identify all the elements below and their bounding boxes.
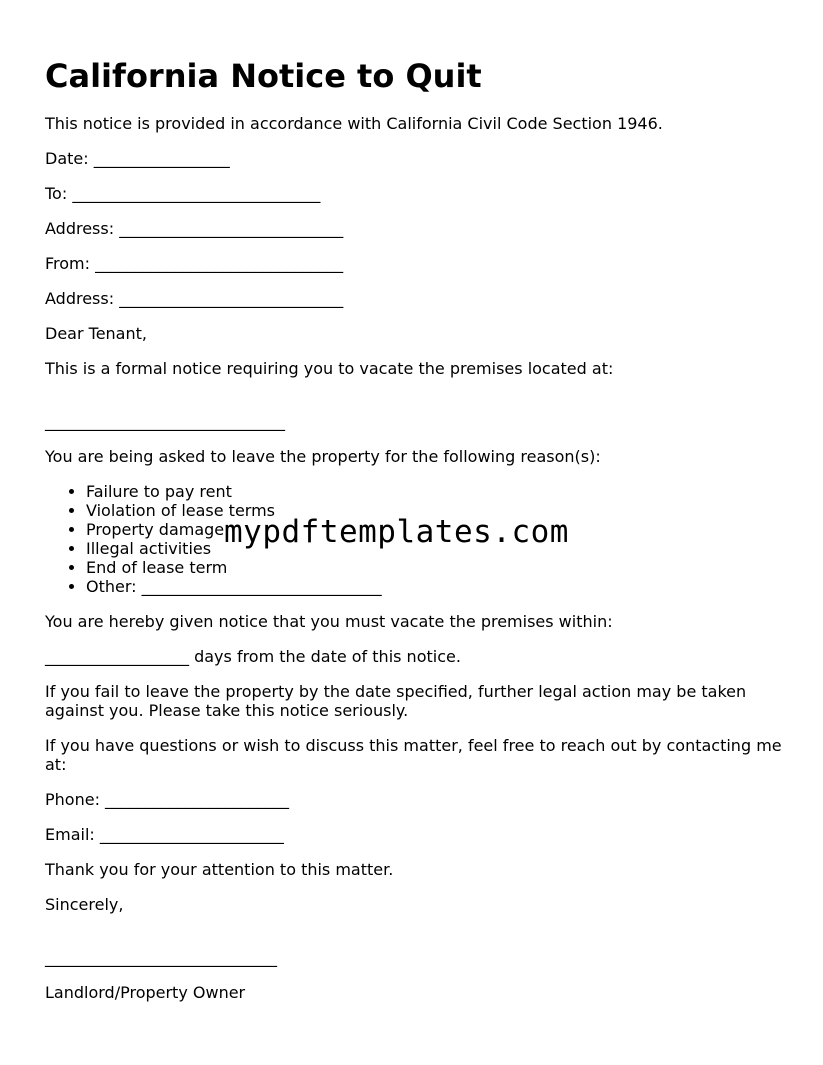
closing-text: Sincerely, bbox=[45, 895, 124, 914]
page-title: California Notice to Quit bbox=[45, 57, 482, 95]
list-item: • End of lease term bbox=[86, 558, 785, 577]
list-item: • Failure to pay rent bbox=[86, 482, 785, 501]
email-field: Email: _______________________ bbox=[45, 825, 284, 844]
to-field: To: _______________________________ bbox=[45, 184, 321, 203]
salutation: Dear Tenant, bbox=[45, 324, 147, 343]
phone-field: Phone: _______________________ bbox=[45, 790, 290, 809]
legal-warning: If you fail to leave the property by the date specified, further legal action may be taken against you. Please take this notice seriously. bbox=[45, 682, 747, 720]
from-address-field: Address: ____________________________ bbox=[45, 289, 344, 308]
reasons-intro: You are being asked to leave the property for the following reason(s): bbox=[45, 447, 601, 466]
deadline-intro: You are hereby given notice that you must vacate the premises within: bbox=[45, 612, 613, 631]
to-address-field: Address: ____________________________ bbox=[45, 219, 344, 238]
contact-intro: If you have questions or wish to discuss this matter, feel free to reach out by contacting me at: bbox=[45, 736, 782, 774]
list-item: • Illegal activities bbox=[86, 539, 785, 558]
signature-blank: _____________________________ bbox=[45, 948, 277, 967]
thanks-text: Thank you for your attention to this matter. bbox=[45, 860, 394, 879]
list-item: • Property damage bbox=[86, 520, 785, 539]
vacate-intro: This is a formal notice requiring you to vacate the premises located at: bbox=[45, 359, 614, 378]
signer-title: Landlord/Property Owner bbox=[45, 983, 246, 1002]
date-field: Date: _________________ bbox=[45, 149, 230, 168]
list-item: • Violation of lease terms bbox=[86, 501, 785, 520]
deadline-days: __________________ days from the date of this notice. bbox=[45, 647, 461, 666]
watermark: mypdftemplates.com bbox=[224, 514, 569, 550]
premises-blank: ______________________________ bbox=[45, 412, 285, 431]
list-item: • Other: ______________________________ bbox=[86, 577, 785, 596]
from-field: From: _______________________________ bbox=[45, 254, 344, 273]
intro-text: This notice is provided in accordance with California Civil Code Section 1946. bbox=[45, 114, 663, 133]
